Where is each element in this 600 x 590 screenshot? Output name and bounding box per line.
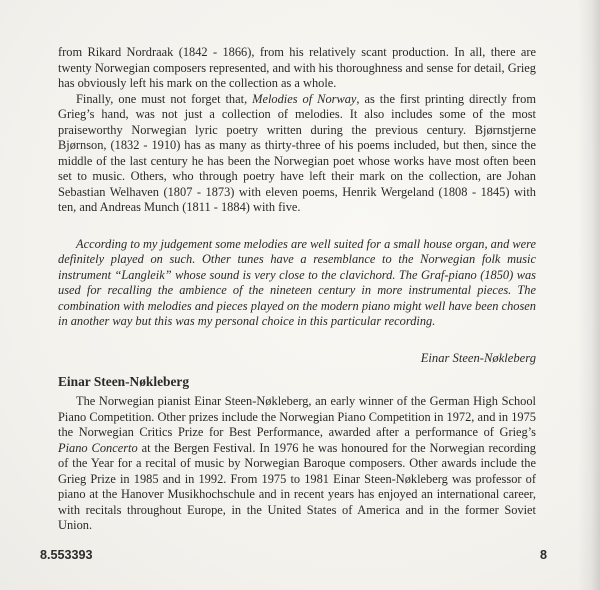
catalog-number: 8.553393 bbox=[40, 548, 93, 562]
paragraph-nordraak: from Rikard Nordraak (1842 - 1866), from his relatively scant production. In all, there are twenty Norwegian composers represented, and with his thoroughness and sense for detail, Grieg has obviously left his mark on the collection as a whole. bbox=[58, 45, 536, 90]
work-title-melodies-of-norway: Melodies of Norway bbox=[252, 91, 357, 106]
biography-heading: Einar Steen-Nøkleberg bbox=[58, 374, 190, 389]
bio-text-rest: at the Bergen Festival. In 1976 he was honoured for the Norwegian recording of the Year for a recital of music by Norwegian Baroque composers. Other awards include the Grieg Prize in 1985 and in 1992. From 1975 to 1981 Einar Steen-Nøkleberg was professor of piano at the Hanover Musikhochschule and in recent years has enjoyed an international career, with recitals throughout Europe, in the United States of America and in the former Soviet Union. bbox=[58, 440, 536, 532]
page-edge-shadow bbox=[578, 0, 600, 590]
paragraph-melodies-of-norway bbox=[58, 92, 536, 216]
paragraph-text-rest: , as the first printing directly from Grieg’s hand, was not just a collection of melodies. It also includes some of the most praiseworthy Norwegian lyric poetry written during the previous century. Bjørnstjerne Bjørnson, (1832 - 1910) has as many as thirty-three of his poems included, but then, since the middle of the last century he has been the Norwegian poet whose works have most often been set to music. Others, who through poetry have left their mark on the collection, are Johan Sebastian Welhaven (1807 - 1873) with eleven poems, Henrik Wergeland (1808 - 1845) with ten, and Andreas Munch (1811 - 1884) with five. bbox=[58, 91, 536, 214]
work-title-piano-concerto: Piano Concerto bbox=[58, 440, 138, 455]
biography-paragraph bbox=[58, 394, 536, 534]
paragraph-text-start: Finally, one must not forget that, bbox=[76, 91, 253, 106]
quote-signature: Einar Steen-Nøkleberg bbox=[420, 350, 536, 365]
bio-text-start: The Norwegian pianist Einar Steen-Nøkleberg, an early winner of the German High School Piano Competition. Other prizes include the Norwegian Piano Competition in 1972, and in 1975 the Norwegian Critics Prize for Best Performance, awarded after a performance of Grieg’s bbox=[58, 394, 537, 439]
page-content bbox=[58, 45, 536, 534]
page-number: 8 bbox=[540, 548, 548, 562]
performer-note-quote: According to my judgement some melodies are well suited for a small house organ, and were definitely played on such. Other tunes have a resemblance to the Norwegian folk music instrument “Langleik” whose sound is very close to the clavichord. The Graf-piano (1850) was used for recalling the ambience of the nineteen century in more instrumental pieces. The combination with melodies and pieces played on the modern piano might well have been chosen in another way but this was my personal choice in this particular recording. bbox=[58, 236, 536, 328]
